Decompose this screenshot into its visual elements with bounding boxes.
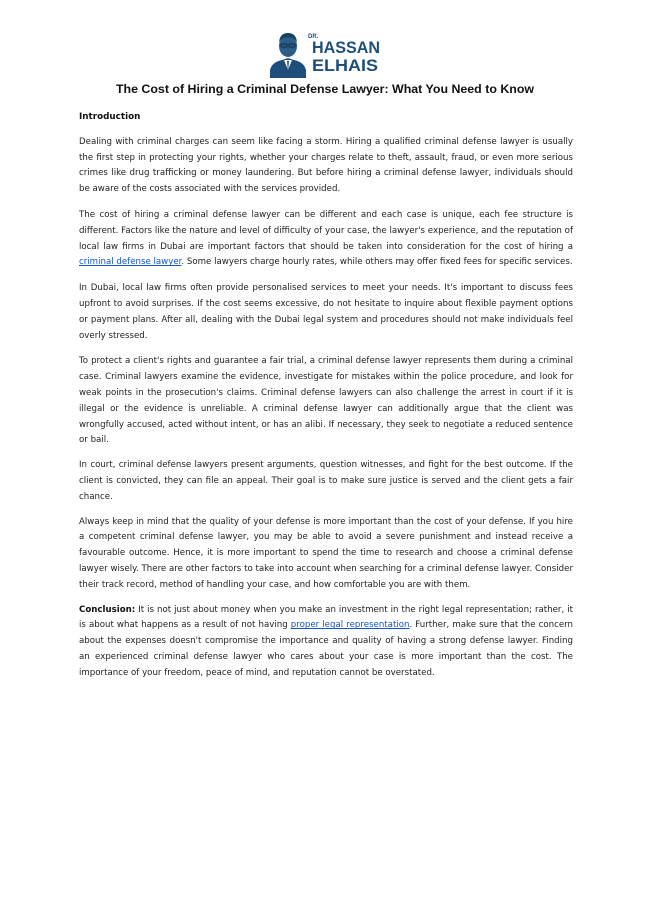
paragraph-4: To protect a client's rights and guarantee a fair trial, a criminal defense lawyer represents them during a criminal case. Criminal lawyers examine the evidence, investigate for mistakes within the police procedure, and look for weak points in the prosecution's claims. Criminal defense lawyers can also challenge the arrest in court if it is illegal or the evidence is unreliable. A criminal defense lawyer can additionally argue that the client was wrongfully accused, acted without intent, or has an alibi. If necessary, they seek to negotiate a reduced sentence or bail. — [79, 356, 573, 446]
intro-heading: Introduction — [79, 112, 141, 122]
paragraph-2-text-start: The cost of hiring a criminal defense lawyer can be different and each case is unique, each fee structure is different. Factors like the nature and level of difficulty of your case, the lawyer's experience, and the reputation of local law firms in Dubai are important factors that should be taken into consideration for the cost of hiring a — [79, 209, 573, 252]
conclusion-paragraph — [79, 603, 573, 682]
conclusion-text-end: . Further, make sure that the concern about the expenses doesn't compromise the importance and quality of having a strong defense lawyer. Finding an experienced criminal defense lawyer who cares about your case is more important than the cost. The importance of your freedom, peace of mind, and reputation cannot be overstated. — [79, 620, 573, 678]
paragraph-3: In Dubai, local law firms often provide personalised services to meet your needs. It's important to discuss fees upfront to avoid surprises. If the cost seems excessive, do not hesitate to inquire about flexible payment options or payment plans. After all, dealing with the Dubai legal system and procedures should not make individuals feel overly stressed. — [79, 283, 573, 341]
firm-logo — [268, 26, 382, 78]
paragraph-5: In court, criminal defense lawyers present arguments, question witnesses, and fight for the best outcome. If the client is convicted, they can file an appeal. Their goal is to make sure justice is served and the client gets a fair chance. — [79, 460, 573, 502]
paragraph-1: Dealing with criminal charges can seem like facing a storm. Hiring a qualified criminal defense lawyer is usually the first step in protecting your rights, whether your charges relate to theft, assault, fraud, or even more serious crimes like drug trafficking or money laundering. But before hiring a criminal defense lawyer, individuals should be aware of the costs associated with the services provided. — [79, 136, 573, 195]
conclusion-text-start: It is not just about money when you make an investment in the right legal representation; rather, it is about what happens as a result of not having — [79, 604, 573, 631]
paragraph-6: Always keep in mind that the quality of your defense is more important than the cost of your defense. If you hire a competent criminal defense lawyer, you may be able to avoid a severe punishment and instead receive a favourable outcome. Hence, it is more important to spend the time to research and choose a criminal defense lawyer wisely. There are other factors to take into account when searching for a criminal defense lawyer. Consider their track record, method of handling your case, and how comfortable you are with them. — [79, 516, 573, 590]
logo-prefix: DR. — [308, 34, 319, 40]
article-body — [79, 110, 573, 692]
document-title: The Cost of Hiring a Criminal Defense Lawyer: What You Need to Know — [115, 82, 535, 96]
lawyer-portrait-logo-icon — [268, 26, 382, 78]
proper-legal-representation-link[interactable]: proper legal representation — [290, 620, 410, 631]
paragraph-2-text-end: . Some lawyers charge hourly rates, while others may offer fixed fees for specific services. — [181, 257, 573, 268]
logo-name-last: ELHAIS — [312, 56, 378, 75]
criminal-defense-lawyer-link[interactable]: criminal defense lawyer — [79, 257, 182, 268]
paragraph-2 — [79, 208, 573, 271]
conclusion-label: Conclusion: — [79, 604, 136, 615]
logo-name-first: HASSAN — [312, 38, 380, 57]
